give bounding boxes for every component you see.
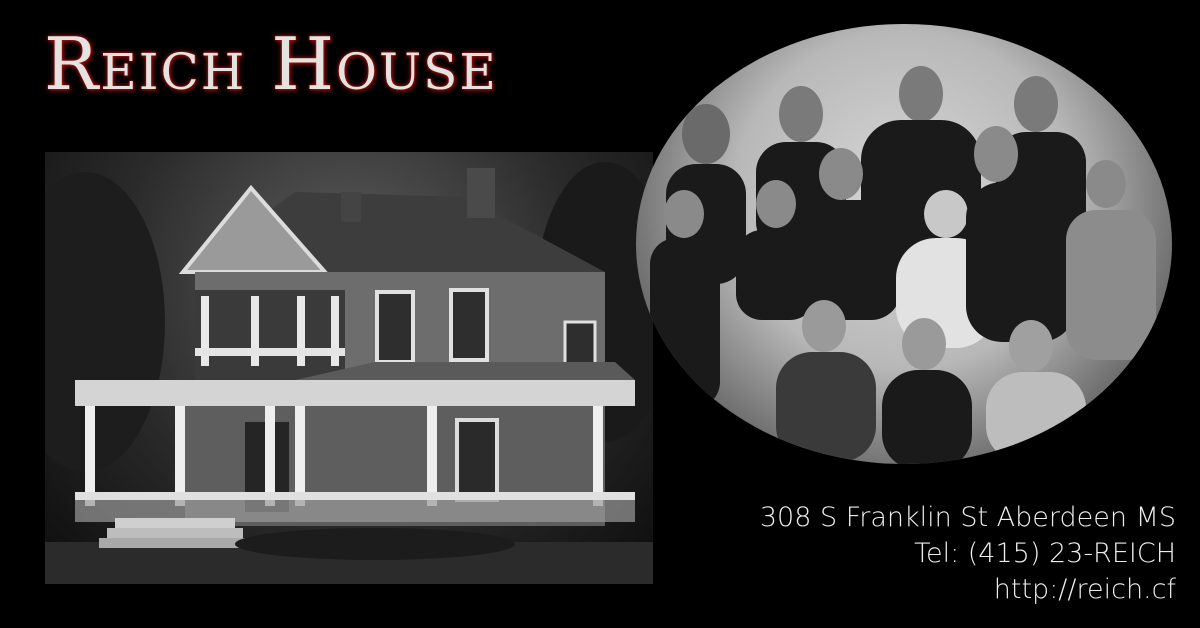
person-body — [882, 370, 972, 464]
family-portrait-photo — [636, 24, 1172, 464]
house-illustration — [45, 152, 653, 584]
person-body — [776, 352, 876, 462]
person-head — [1009, 320, 1053, 372]
person-head — [1014, 76, 1058, 132]
porch-column — [427, 406, 437, 506]
house-photo — [45, 152, 653, 584]
porch-column — [175, 406, 185, 506]
family-illustration — [636, 24, 1172, 464]
person-head — [802, 300, 846, 352]
porch-column — [295, 406, 305, 506]
person-head — [1086, 160, 1126, 208]
upper-balcony — [195, 290, 345, 380]
chimney-left — [341, 192, 361, 222]
person-body — [650, 238, 720, 408]
person-body — [966, 182, 1076, 342]
upper-window-1 — [377, 292, 413, 362]
site-title: Reich House — [44, 22, 498, 106]
balcony-railing — [195, 348, 345, 356]
website-url: http://reich.cf — [993, 574, 1176, 605]
person-head — [756, 180, 796, 228]
porch-column — [265, 406, 275, 506]
person-body — [986, 372, 1086, 462]
person-head — [664, 190, 704, 238]
front-steps — [115, 518, 235, 528]
contact-info — [760, 500, 1176, 608]
person-head — [899, 66, 943, 122]
person-head — [819, 148, 863, 200]
tree-left — [45, 172, 165, 472]
address-text: 308 S Franklin St Aberdeen MS — [759, 502, 1176, 533]
shrubs — [235, 528, 515, 560]
upper-window-2 — [451, 290, 487, 360]
lower-window — [457, 420, 497, 500]
person-head — [974, 126, 1018, 182]
person-head — [682, 104, 730, 164]
person-head — [924, 190, 968, 238]
person-head — [902, 318, 946, 370]
porch-railing — [75, 492, 635, 500]
person-body — [1066, 210, 1156, 360]
person-head — [779, 86, 823, 142]
phone-text: Tel: (415) 23-REICH — [914, 538, 1176, 569]
porch-column — [85, 406, 95, 506]
porch-column — [593, 406, 603, 506]
chimney-right — [467, 168, 495, 218]
porch-roof — [75, 380, 635, 406]
